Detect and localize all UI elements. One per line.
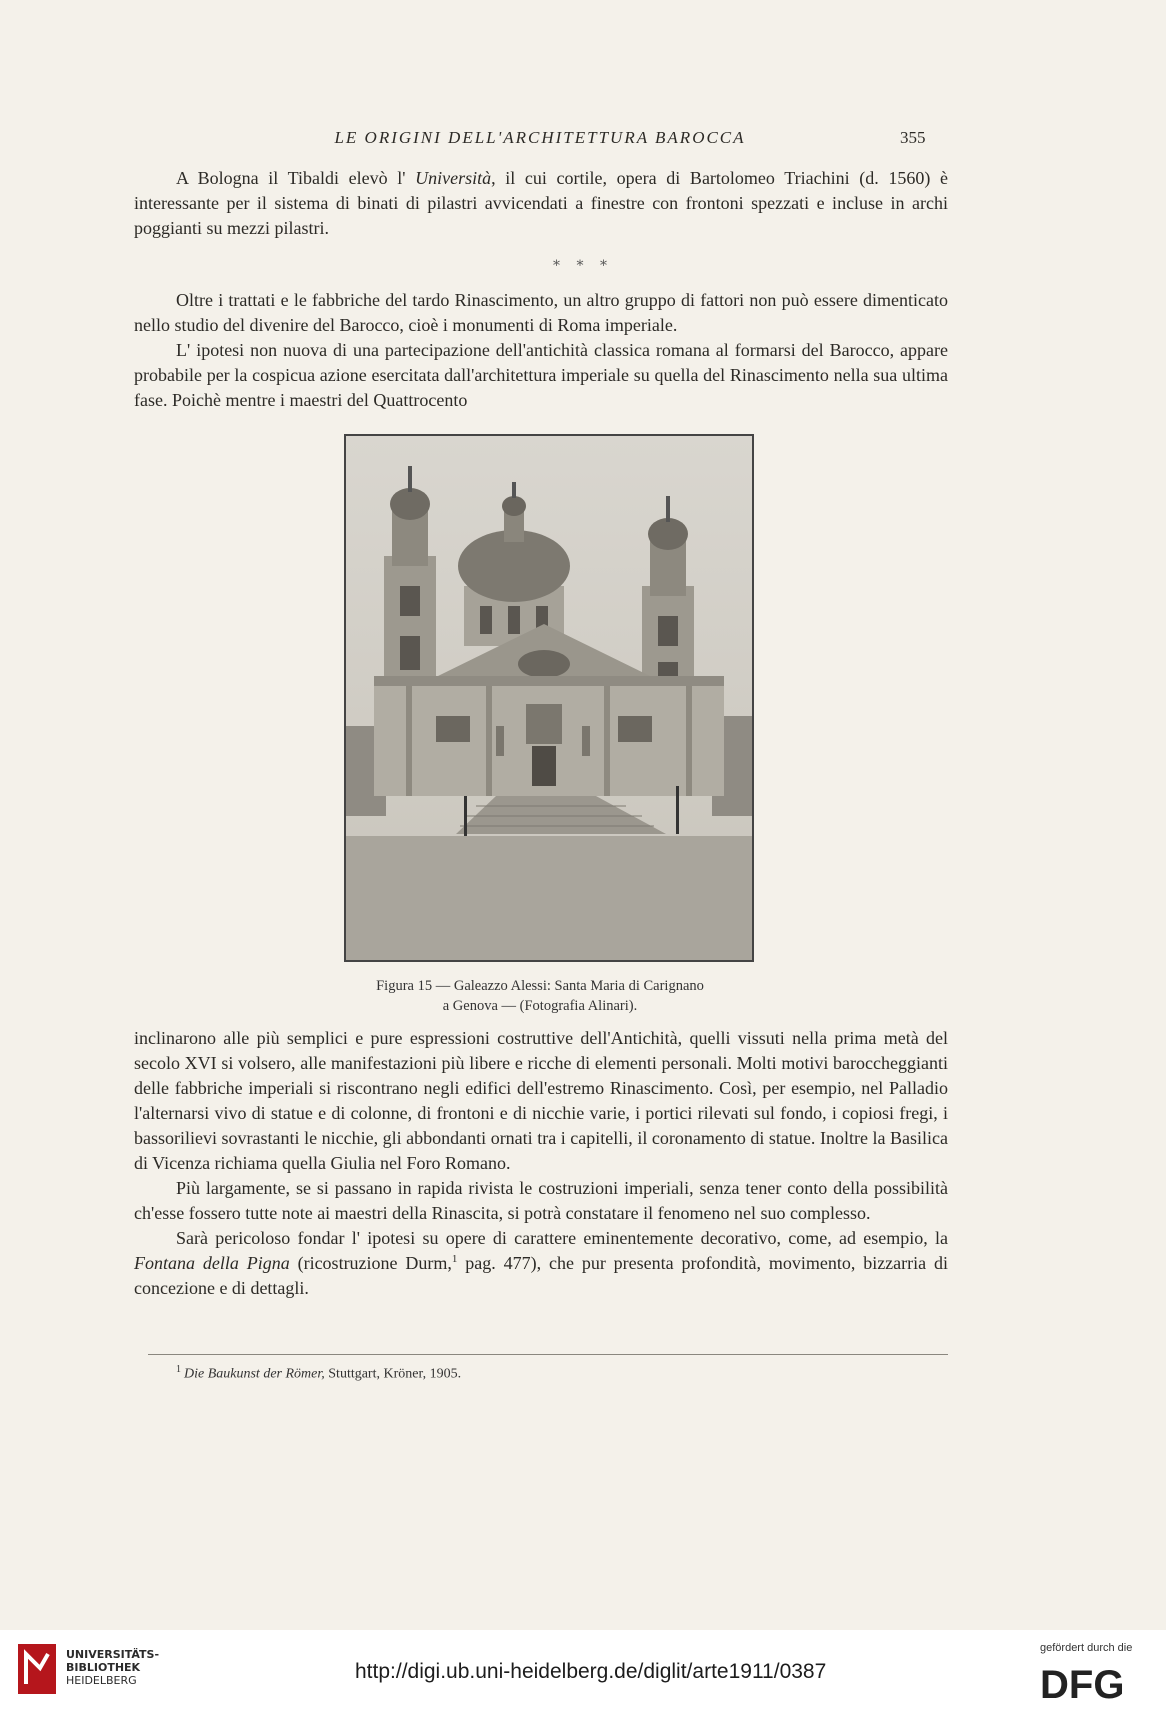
- paragraph: Oltre i trattati e le fabbriche del tardo Rinascimento, un altro gruppo di fattori non può essere dimenticato nello studio del divenire del Barocco, cioè i monumenti di Roma imperiale.: [134, 290, 948, 335]
- paragraph-text: A Bologna il Tibaldi elevò l': [176, 168, 416, 188]
- page-footer: [0, 1630, 1166, 1714]
- section-separator: * * *: [553, 258, 613, 274]
- paragraph: Più largamente, se si passano in rapida rivista le costruzioni imperiali, senza tener conto della possibilità ch'esse fossero tutte note ai maestri della Rinascita, si potrà constatare il fenomeno nel suo complesso.: [134, 1178, 948, 1223]
- sponsor-label: gefördert durch die: [1040, 1642, 1133, 1654]
- source-url-link[interactable]: http://digi.ub.uni-heidelberg.de/diglit/arte1911/0387: [355, 1660, 827, 1683]
- figure-photograph: [344, 434, 754, 962]
- dfg-logo-text: DFG: [1040, 1663, 1125, 1704]
- italic-reference: Fontana della Pigna: [134, 1253, 290, 1273]
- paragraph: [134, 166, 948, 241]
- figure-caption: [300, 976, 780, 1016]
- page-header: [0, 128, 1166, 158]
- dfg-logo-icon: [1040, 1660, 1150, 1704]
- caption-line: a Genova — (Fotografia Alinari).: [442, 998, 638, 1014]
- library-name-line: UNIVERSITÄTS-: [66, 1648, 160, 1661]
- text-block-top: [134, 166, 948, 241]
- paragraph-text: , il cui cortile, opera di Bartolomeo Triachini (d. 1560) è interessante per il sistema di binati di pilastri avvicendati a finestre con frontoni spezzati e incluse in archi poggianti su mezzi pilastri.: [134, 168, 948, 238]
- footnote-mark: 1: [176, 1364, 181, 1375]
- paragraph-text: Sarà pericoloso fondar l' ipotesi su opere di carattere eminentemente decorativo, come, ad esempio, la: [176, 1228, 948, 1248]
- page-number: 355: [900, 128, 926, 147]
- text-block-bottom: [134, 1026, 948, 1301]
- paragraph-text: (ricostruzione Durm,: [289, 1253, 452, 1273]
- paragraph-text: pag. 477), che pur presenta profondità, movimento, bizzarria di concezione e di dettagli.: [134, 1253, 949, 1298]
- caption-line: Figura 15 — Galeazzo Alessi: Santa Maria di Carignano: [376, 978, 704, 994]
- footnote: [176, 1364, 461, 1383]
- paragraph: L' ipotesi non nuova di una partecipazione dell'antichità classica romana al formarsi del Barocco, appare probabile per la cospicua azione esercitata dall'architettura imperiale su quella del Rinascimento nella sua ultima fase. Poichè mentre i maestri del Quattrocento: [134, 340, 948, 410]
- italic-reference: Università: [415, 168, 492, 188]
- footnote-divider: [148, 1354, 948, 1355]
- library-name-line: BIBLIOTHEK: [66, 1661, 141, 1674]
- footnote-reference[interactable]: 1: [451, 1253, 458, 1265]
- footnote-title: Die Baukunst der Römer,: [184, 1366, 325, 1382]
- footnote-text: Stuttgart, Kröner, 1905.: [324, 1366, 462, 1382]
- library-name: [66, 1648, 159, 1687]
- library-name-line: HEIDELBERG: [66, 1674, 137, 1687]
- paragraph: [134, 1226, 948, 1301]
- paragraph: inclinarono alle più semplici e pure espressioni costruttive dell'Antichità, quelli vissuti nella prima metà del secolo XVI si volsero, alle manifestazioni più libere e ricche di elementi personali. Molti motivi baroccheggianti delle fabbriche imperiali si riscontrano negli edifici dell'estremo Rinascimento. Così, per esempio, nel Palladio l'alternarsi vivo di statue e di colonne, di frontoni e di nicchie varie, i portici rilevati sul fondo, i copiosi fregi, i bassorilievi sovrastanti le nicchie, gli abbondanti ornati tra i capitelli, il coronamento di statue. Inoltre la Basilica di Vicenza richiama quella Giulia nel Foro Romano.: [134, 1028, 948, 1173]
- church-illustration: [346, 436, 752, 960]
- running-title: LE ORIGINI DELL'ARCHITETTURA BAROCCA: [334, 128, 746, 147]
- text-block-middle: [134, 288, 948, 413]
- library-logo-icon: [18, 1644, 56, 1694]
